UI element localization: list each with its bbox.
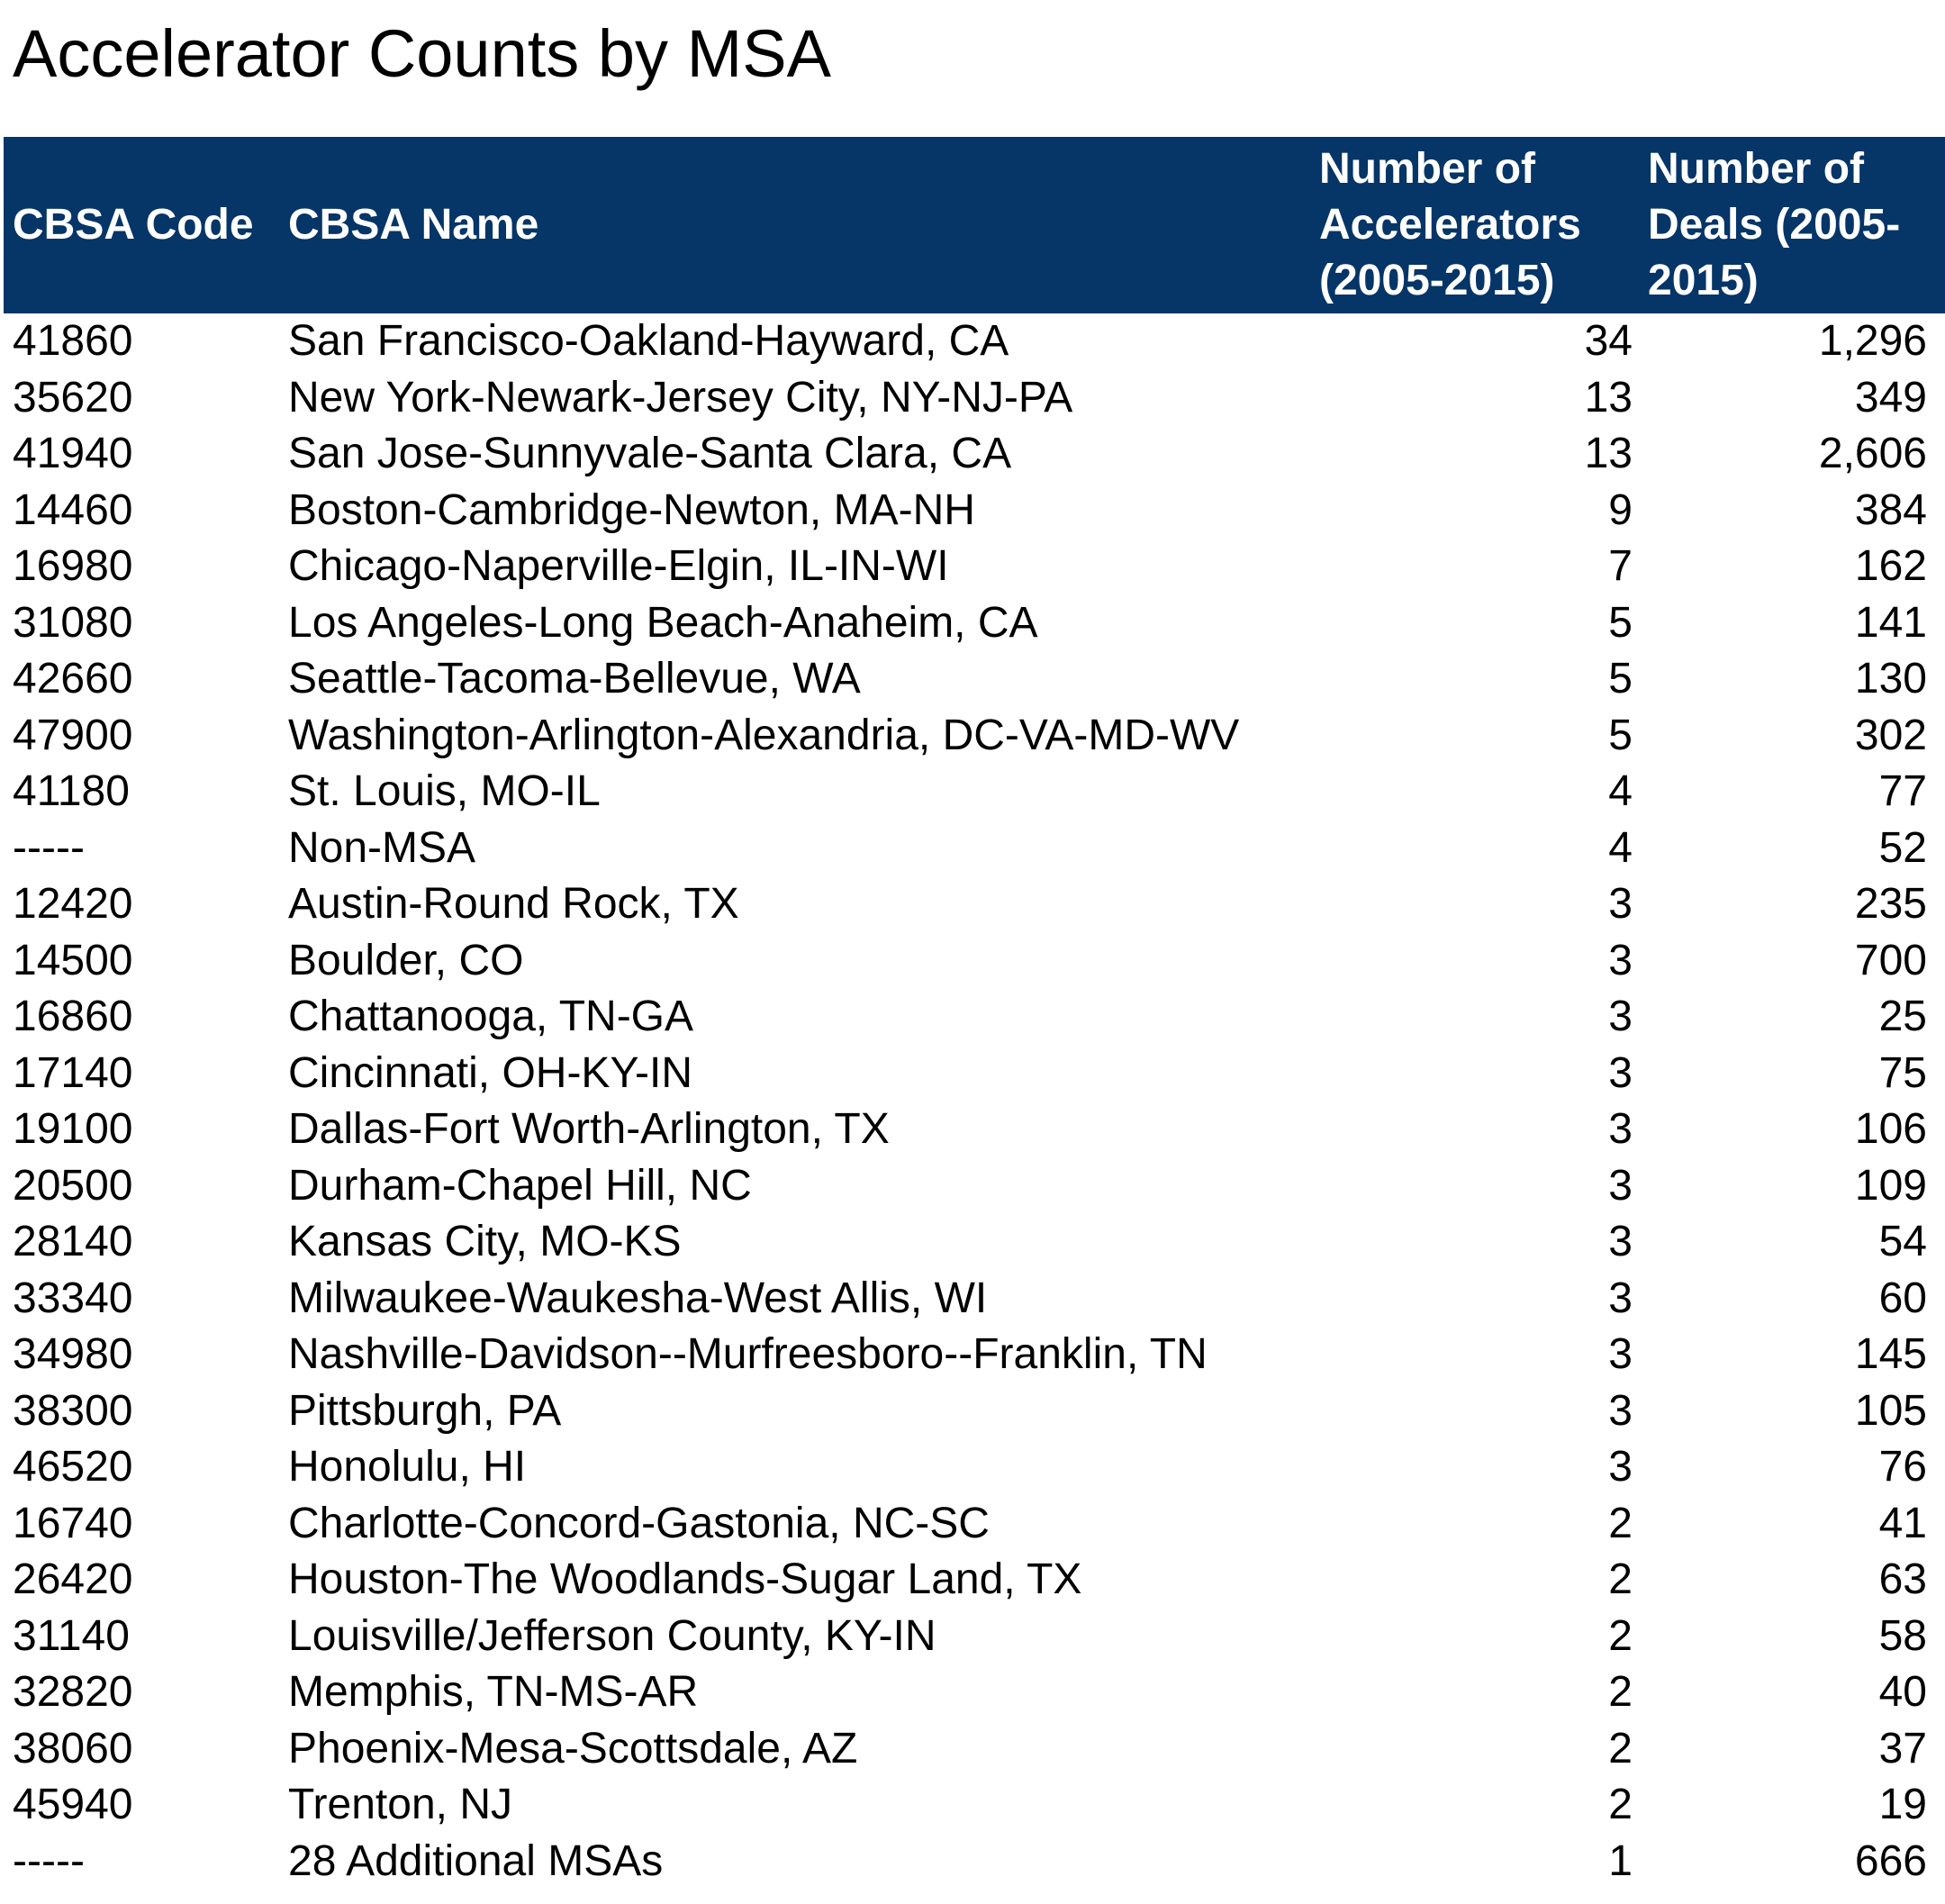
header-accelerators-line-1: Number of <box>1319 145 1535 193</box>
table-row <box>4 1271 1945 1328</box>
cell-accelerators: 5 <box>1608 598 1633 647</box>
cell-cbsa-code: 12420 <box>13 880 133 928</box>
cell-accelerators: 13 <box>1584 430 1633 477</box>
header-cbsa-name <box>288 142 538 308</box>
cell-cbsa-name: Seattle-Tacoma-Bellevue, WA <box>288 655 861 703</box>
cell-cbsa-name: Non-MSA <box>288 823 476 872</box>
cell-accelerators: 4 <box>1608 823 1633 872</box>
cell-cbsa-code: 46520 <box>13 1443 133 1491</box>
cell-deals: 130 <box>1854 655 1927 703</box>
cell-cbsa-name: Austin-Round Rock, TX <box>288 880 739 928</box>
cell-cbsa-name: Pittsburgh, PA <box>288 1386 562 1435</box>
cell-cbsa-name: Boulder, CO <box>288 936 524 984</box>
cell-deals: 700 <box>1854 936 1927 984</box>
cell-cbsa-code: 41940 <box>13 430 133 477</box>
msa-table <box>4 137 1945 1890</box>
cell-cbsa-name: St. Louis, MO-IL <box>288 767 601 815</box>
cell-cbsa-code: 38300 <box>13 1386 133 1435</box>
cell-cbsa-name: Houston-The Woodlands-Sugar Land, TX <box>288 1555 1082 1603</box>
cell-cbsa-code: 47900 <box>13 711 133 759</box>
cell-deals: 145 <box>1854 1330 1927 1378</box>
table-row <box>4 426 1945 483</box>
cell-deals: 58 <box>1878 1611 1927 1660</box>
cell-deals: 63 <box>1878 1555 1927 1603</box>
table-body <box>4 313 1945 1890</box>
cell-cbsa-code: 14460 <box>13 485 133 534</box>
cell-cbsa-code: 28140 <box>13 1218 133 1265</box>
table-row <box>4 821 1945 877</box>
cell-cbsa-code: 35620 <box>13 373 133 422</box>
table-row <box>4 1721 1945 1778</box>
cell-cbsa-name: Memphis, TN-MS-AR <box>288 1668 699 1716</box>
header-cbsa-name-label: CBSA Name <box>288 201 539 249</box>
cell-deals: 75 <box>1878 1048 1927 1097</box>
cell-deals: 235 <box>1854 880 1927 928</box>
table-row <box>4 933 1945 990</box>
cell-cbsa-code: 41180 <box>13 767 130 815</box>
cell-cbsa-name: San Jose-Sunnyvale-Santa Clara, CA <box>288 430 1012 477</box>
cell-deals: 106 <box>1854 1105 1927 1153</box>
cell-cbsa-name: Phoenix-Mesa-Scottsdale, AZ <box>288 1724 858 1773</box>
table-row <box>4 483 1945 539</box>
table-row <box>4 539 1945 595</box>
header-accelerators <box>1319 142 1581 308</box>
cell-cbsa-name: Honolulu, HI <box>288 1443 527 1491</box>
cell-cbsa-code: 41860 <box>13 317 133 365</box>
cell-deals: 41 <box>1878 1499 1927 1547</box>
table-row <box>4 989 1945 1046</box>
cell-cbsa-code: 20500 <box>13 1161 133 1210</box>
cell-accelerators: 2 <box>1608 1499 1633 1547</box>
cell-cbsa-name: Kansas City, MO-KS <box>288 1218 682 1265</box>
cell-cbsa-code: 26420 <box>13 1555 133 1603</box>
header-cbsa-code-label: CBSA Code <box>13 201 254 249</box>
cell-accelerators: 3 <box>1608 1218 1633 1265</box>
cell-deals: 1,296 <box>1818 317 1927 365</box>
cell-deals: 77 <box>1878 767 1927 815</box>
table-row <box>4 764 1945 821</box>
cell-deals: 2,606 <box>1818 430 1927 477</box>
cell-cbsa-name: Boston-Cambridge-Newton, MA-NH <box>288 485 975 534</box>
cell-accelerators: 3 <box>1608 1443 1633 1491</box>
cell-cbsa-code: 42660 <box>13 655 133 703</box>
cell-accelerators: 3 <box>1608 993 1633 1040</box>
cell-accelerators: 2 <box>1608 1781 1633 1828</box>
table-row <box>4 1046 1945 1102</box>
cell-accelerators: 1 <box>1608 1836 1633 1885</box>
cell-deals: 60 <box>1878 1274 1927 1322</box>
cell-deals: 141 <box>1854 598 1927 647</box>
cell-accelerators: 3 <box>1608 1048 1633 1097</box>
cell-accelerators: 13 <box>1584 373 1633 422</box>
cell-deals: 52 <box>1878 823 1927 872</box>
table-row <box>4 370 1945 427</box>
table-row <box>4 1383 1945 1440</box>
cell-cbsa-code: 16860 <box>13 993 133 1040</box>
cell-cbsa-code: 16980 <box>13 542 133 590</box>
cell-accelerators: 4 <box>1608 767 1633 815</box>
cell-accelerators: 5 <box>1608 711 1633 759</box>
cell-accelerators: 2 <box>1608 1555 1633 1603</box>
cell-cbsa-name: Los Angeles-Long Beach-Anaheim, CA <box>288 598 1038 647</box>
table-row <box>4 708 1945 765</box>
cell-accelerators: 5 <box>1608 655 1633 703</box>
cell-cbsa-name: San Francisco-Oakland-Hayward, CA <box>288 317 1009 365</box>
cell-accelerators: 3 <box>1608 1105 1633 1153</box>
table-row <box>4 1777 1945 1834</box>
cell-cbsa-name: Dallas-Fort Worth-Arlington, TX <box>288 1105 890 1153</box>
header-deals <box>1648 142 1900 308</box>
cell-cbsa-name: Nashville-Davidson--Murfreesboro--Franklin, TN <box>288 1330 1208 1378</box>
cell-cbsa-code: 38060 <box>13 1724 133 1773</box>
page-title: Accelerator Counts by MSA <box>13 16 831 91</box>
cell-cbsa-name: Chicago-Naperville-Elgin, IL-IN-WI <box>288 542 949 590</box>
cell-cbsa-code: 33340 <box>13 1274 133 1322</box>
cell-accelerators: 7 <box>1608 542 1633 590</box>
header-deals-line-3: 2015) <box>1648 257 1759 304</box>
table-row <box>4 313 1945 370</box>
table-row <box>4 1496 1945 1553</box>
cell-cbsa-code: 45940 <box>13 1781 133 1828</box>
cell-accelerators: 2 <box>1608 1611 1633 1660</box>
cell-cbsa-name: Milwaukee-Waukesha-West Allis, WI <box>288 1274 988 1322</box>
cell-cbsa-name: Washington-Arlington-Alexandria, DC-VA-MD-WV <box>288 711 1240 759</box>
cell-accelerators: 34 <box>1584 317 1633 365</box>
cell-deals: 384 <box>1854 485 1927 534</box>
table-row <box>4 876 1945 933</box>
cell-deals: 302 <box>1854 711 1927 759</box>
cell-accelerators: 2 <box>1608 1724 1633 1773</box>
cell-accelerators: 3 <box>1608 1274 1633 1322</box>
cell-accelerators: 3 <box>1608 1161 1633 1210</box>
cell-deals: 25 <box>1878 993 1927 1040</box>
cell-cbsa-name: New York-Newark-Jersey City, NY-NJ-PA <box>288 373 1073 422</box>
header-accelerators-line-3: (2005-2015) <box>1319 257 1555 304</box>
header-accelerators-line-2: Accelerators <box>1319 201 1581 249</box>
table-row <box>4 1552 1945 1609</box>
table-row <box>4 651 1945 708</box>
cell-cbsa-code: 14500 <box>13 936 133 984</box>
cell-cbsa-code: 31140 <box>13 1611 130 1660</box>
cell-deals: 105 <box>1854 1386 1927 1435</box>
cell-deals: 37 <box>1878 1724 1927 1773</box>
cell-cbsa-name: Chattanooga, TN-GA <box>288 993 694 1040</box>
table-row <box>4 1439 1945 1496</box>
cell-cbsa-name: Durham-Chapel Hill, NC <box>288 1161 752 1210</box>
cell-cbsa-code: ----- <box>13 1836 85 1885</box>
table-row <box>4 595 1945 652</box>
cell-cbsa-code: 19100 <box>13 1105 133 1153</box>
cell-cbsa-code: 32820 <box>13 1668 133 1716</box>
cell-cbsa-code: 17140 <box>13 1048 133 1097</box>
cell-accelerators: 3 <box>1608 880 1633 928</box>
header-deals-line-2: Deals (2005- <box>1648 201 1901 249</box>
header-cbsa-code <box>13 142 254 308</box>
cell-cbsa-name: Trenton, NJ <box>288 1781 512 1828</box>
table-row <box>4 1834 1945 1890</box>
header-deals-line-1: Number of <box>1648 145 1864 193</box>
cell-cbsa-name: Charlotte-Concord-Gastonia, NC-SC <box>288 1499 990 1547</box>
cell-cbsa-code: 34980 <box>13 1330 133 1378</box>
cell-deals: 76 <box>1878 1443 1927 1491</box>
cell-cbsa-code: 16740 <box>13 1499 133 1547</box>
cell-deals: 349 <box>1854 373 1927 422</box>
table-row <box>4 1609 1945 1665</box>
table-row <box>4 1327 1945 1383</box>
cell-accelerators: 3 <box>1608 936 1633 984</box>
cell-cbsa-name: Cincinnati, OH-KY-IN <box>288 1048 693 1097</box>
cell-accelerators: 3 <box>1608 1386 1633 1435</box>
table-row <box>4 1158 1945 1215</box>
table-header <box>4 137 1945 313</box>
cell-deals: 54 <box>1878 1218 1927 1265</box>
cell-deals: 40 <box>1878 1668 1927 1716</box>
cell-cbsa-code: ----- <box>13 823 85 872</box>
cell-deals: 162 <box>1854 542 1927 590</box>
cell-deals: 109 <box>1854 1161 1927 1210</box>
cell-accelerators: 9 <box>1608 485 1633 534</box>
cell-accelerators: 3 <box>1608 1330 1633 1378</box>
table-row <box>4 1102 1945 1158</box>
cell-deals: 19 <box>1878 1781 1927 1828</box>
cell-cbsa-name: 28 Additional MSAs <box>288 1836 664 1885</box>
cell-accelerators: 2 <box>1608 1668 1633 1716</box>
cell-deals: 666 <box>1854 1836 1927 1885</box>
cell-cbsa-name: Louisville/Jefferson County, KY-IN <box>288 1611 936 1660</box>
cell-cbsa-code: 31080 <box>13 598 133 647</box>
table-row <box>4 1664 1945 1721</box>
table-row <box>4 1214 1945 1271</box>
